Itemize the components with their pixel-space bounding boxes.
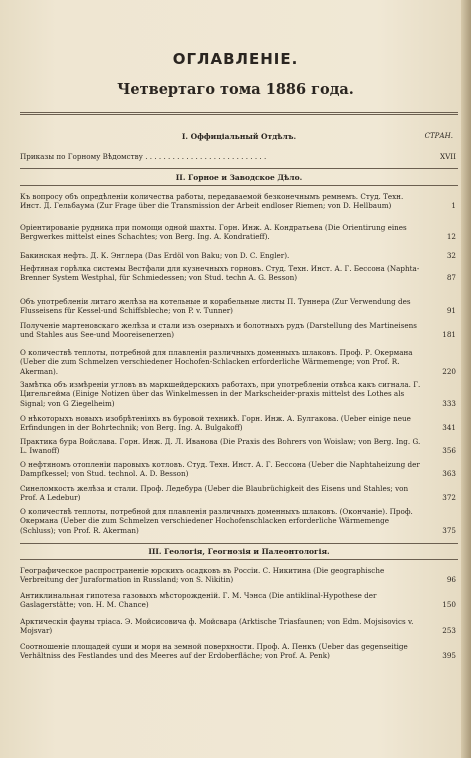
entry-text: Географическое распространеніе юрскихъ осадковъ въ Россіи. С. Никитина (Die geographische Verbreitung der Juraformation in Russland; von S. Nikitin) xyxy=(20,566,385,585)
entry-page: 372 xyxy=(442,493,456,503)
entry-page: 96 xyxy=(446,575,456,585)
entry-page: 32 xyxy=(446,251,456,260)
toc-entry[interactable] xyxy=(20,297,458,316)
section-title: I. Оффиціальный Отдѣлъ. xyxy=(181,132,297,141)
entry-text: О нефтяномъ отопленіи паровыхъ котловъ. Студ. Техн. Инст. А. Г. Бессона (Ueber die Naphtaheizung der Dampfkessel; von Stud. technol. A. D. Besson) xyxy=(20,460,420,479)
entry-page: 181 xyxy=(442,330,456,340)
entry-page: 12 xyxy=(446,232,456,242)
divider xyxy=(20,168,458,169)
entry-text: Объ употребленіи литаго желѣза на котельные и корабельные листы П. Туннера (Zur Verwendung des Flusseisens für Kessel-und Schiffsbleche; von P. v. Tunner) xyxy=(20,297,411,316)
divider xyxy=(20,185,458,186)
divider xyxy=(20,559,458,560)
page-column-label: СТРАН. xyxy=(424,132,453,140)
toc-entry[interactable] xyxy=(20,414,458,433)
toc-entry[interactable] xyxy=(20,251,458,260)
entry-text: О количествѣ теплоты, потребной для плавленія различныхъ доменныхъ шлаковъ. Проф. Р. Окермана (Ueber die zum Schmelzen verschiedener Hochofen-Schlacken erforderliche Wärmemenge; von Prof. R. Akerman). xyxy=(20,348,413,376)
entry-page: 91 xyxy=(446,306,456,316)
toc-entry[interactable] xyxy=(20,321,458,340)
toc-entry[interactable] xyxy=(20,223,458,242)
entry-text: Нефтяная горѣлка системы Вестфали для кузнечныхъ горновъ. Студ. Техн. Инст. А. Г. Бессона (Naphta-Brenner System Westphal, für Schmiedessen; von Stud. techn A. G. Besson) xyxy=(20,264,420,283)
entry-text: Соотношеніе площадей суши и моря на земной поверхности. Проф. А. Пенкъ (Ueber das gegenseitige Verhältniss des Festlandes und des Meeres auf der Erdoberfläche; von Prof. A. Penk) xyxy=(20,642,408,661)
page-edge xyxy=(461,0,471,758)
entry-text: Приказы по Горному Вѣдомству . . . . . . . . . . . . . . . . . . . . . . . . . . . xyxy=(20,152,267,161)
toc-entry[interactable] xyxy=(20,460,458,479)
entry-text: Оріентированіе рудника при помощи одной шахты. Горн. Инж. А. Кондратьева (Die Orientirung eines Bergwerkes mittelst eines Schachtes; von Berg. Ing. A. Kondratieff). xyxy=(20,223,407,242)
toc-entry[interactable] xyxy=(20,507,458,535)
divider xyxy=(20,543,458,544)
entry-text: Бакинская нефть. Д. К. Энглера (Das Erdöl von Baku; von D. C. Engler). xyxy=(20,251,290,260)
entry-text: Арктическія фауны тріаса. Э. Мойсисовича ф. Мойсвара (Arktische Triasfaunen; von Edm. Mojsisovics v. Mojsvar) xyxy=(20,617,414,636)
entry-page: 341 xyxy=(442,423,456,433)
entry-page: 150 xyxy=(442,600,456,610)
entry-text: Антиклинальная гипотеза газовыхъ мѣсторожденій. Г. М. Чэнса (Die antiklinal-Hypothese der Gaslagerstätte; von. H. M. Chance) xyxy=(20,591,377,610)
toc-entry[interactable] xyxy=(20,484,458,503)
toc-entry[interactable] xyxy=(20,348,458,376)
entry-text: Къ вопросу объ опредѣленіи количества работы, передаваемой безконечнымъ ремнемъ. Студ. Техн. Инст. Д. Гельбаума (Zur Frage über die Transmission der Arbeit endloser Riemen; von D. Hellbaum) xyxy=(20,192,404,211)
entry-text: О количествѣ теплоты, потребной для плавленія различныхъ доменныхъ шлаковъ. (Окончаніе). Проф. Окермана (Ueber die zum Schmelzen verschiedener Hochofenschlacken erforderliche Wärmemenge (Schluss); von Prof. R. Akerman) xyxy=(20,507,413,535)
toc-entry[interactable] xyxy=(20,591,458,610)
toc-subheading: Четвертаго тома 1886 года. xyxy=(117,81,354,98)
section-title: II. Горное и Заводское Дѣло. xyxy=(175,173,303,182)
toc-entry[interactable] xyxy=(20,264,458,283)
entry-page: 363 xyxy=(442,469,456,479)
toc-entry[interactable] xyxy=(20,437,458,456)
toc-entry[interactable] xyxy=(20,642,458,661)
entry-page: 356 xyxy=(442,446,456,456)
entry-text: Практика бура Войслава. Горн. Инж. Д. Л. Иванова (Die Praxis des Bohrers von Woislaw; von Berg. Ing. G. L. Iwanoff) xyxy=(20,437,421,456)
divider xyxy=(20,112,458,115)
entry-text: Полученіе мартеновскаго желѣза и стали изъ озерныхъ и болотныхъ рудъ (Darstellung des Martineisens und Stahles aus See-und Mooreisenerzen) xyxy=(20,321,417,340)
toc-entry[interactable] xyxy=(20,192,458,211)
entry-page: 87 xyxy=(446,273,456,283)
entry-page: 375 xyxy=(442,525,456,535)
toc-entry[interactable] xyxy=(20,380,458,408)
toc-entry[interactable] xyxy=(20,566,458,585)
toc-heading: ОГЛАВЛЕНІЕ. xyxy=(172,50,299,68)
entry-page: 1 xyxy=(451,201,456,211)
entry-page: 253 xyxy=(442,626,456,636)
entry-text: Замѣтка объ измѣреніи угловъ въ маркшейдерскихъ работахъ, при употребленіи отвѣса какъ сигнала. Г. Цигельгейма (Einige Notizen über das Winkelmessen in der Markscheider-praxis mittelst des Lothes als Signal; von G Ziegelheim) xyxy=(20,380,421,408)
entry-page: 395 xyxy=(442,651,456,661)
entry-page: XVII xyxy=(440,152,456,161)
entry-page: 220 xyxy=(442,366,456,376)
entry-page: 333 xyxy=(442,398,456,408)
section-title: III. Геологія, Геогнозія и Палеонтологія. xyxy=(148,547,330,556)
toc-entry[interactable] xyxy=(20,152,458,161)
entry-text: О нѣкоторыхъ новыхъ изобрѣтеніяхъ въ буровой техникѣ. Горн. Инж. А. Булгакова. (Ueber einige neue Erfindungen in der Bohrtechnik; von Berg. Ing. A. Bulgakoff) xyxy=(20,414,411,433)
entry-text: Синеломкость желѣза и стали. Проф. Ледебура (Ueber die Blaubrüchigkeit des Eisens und Stahles; von Prof. A Ledebur) xyxy=(20,484,409,503)
toc-entry[interactable] xyxy=(20,617,458,636)
